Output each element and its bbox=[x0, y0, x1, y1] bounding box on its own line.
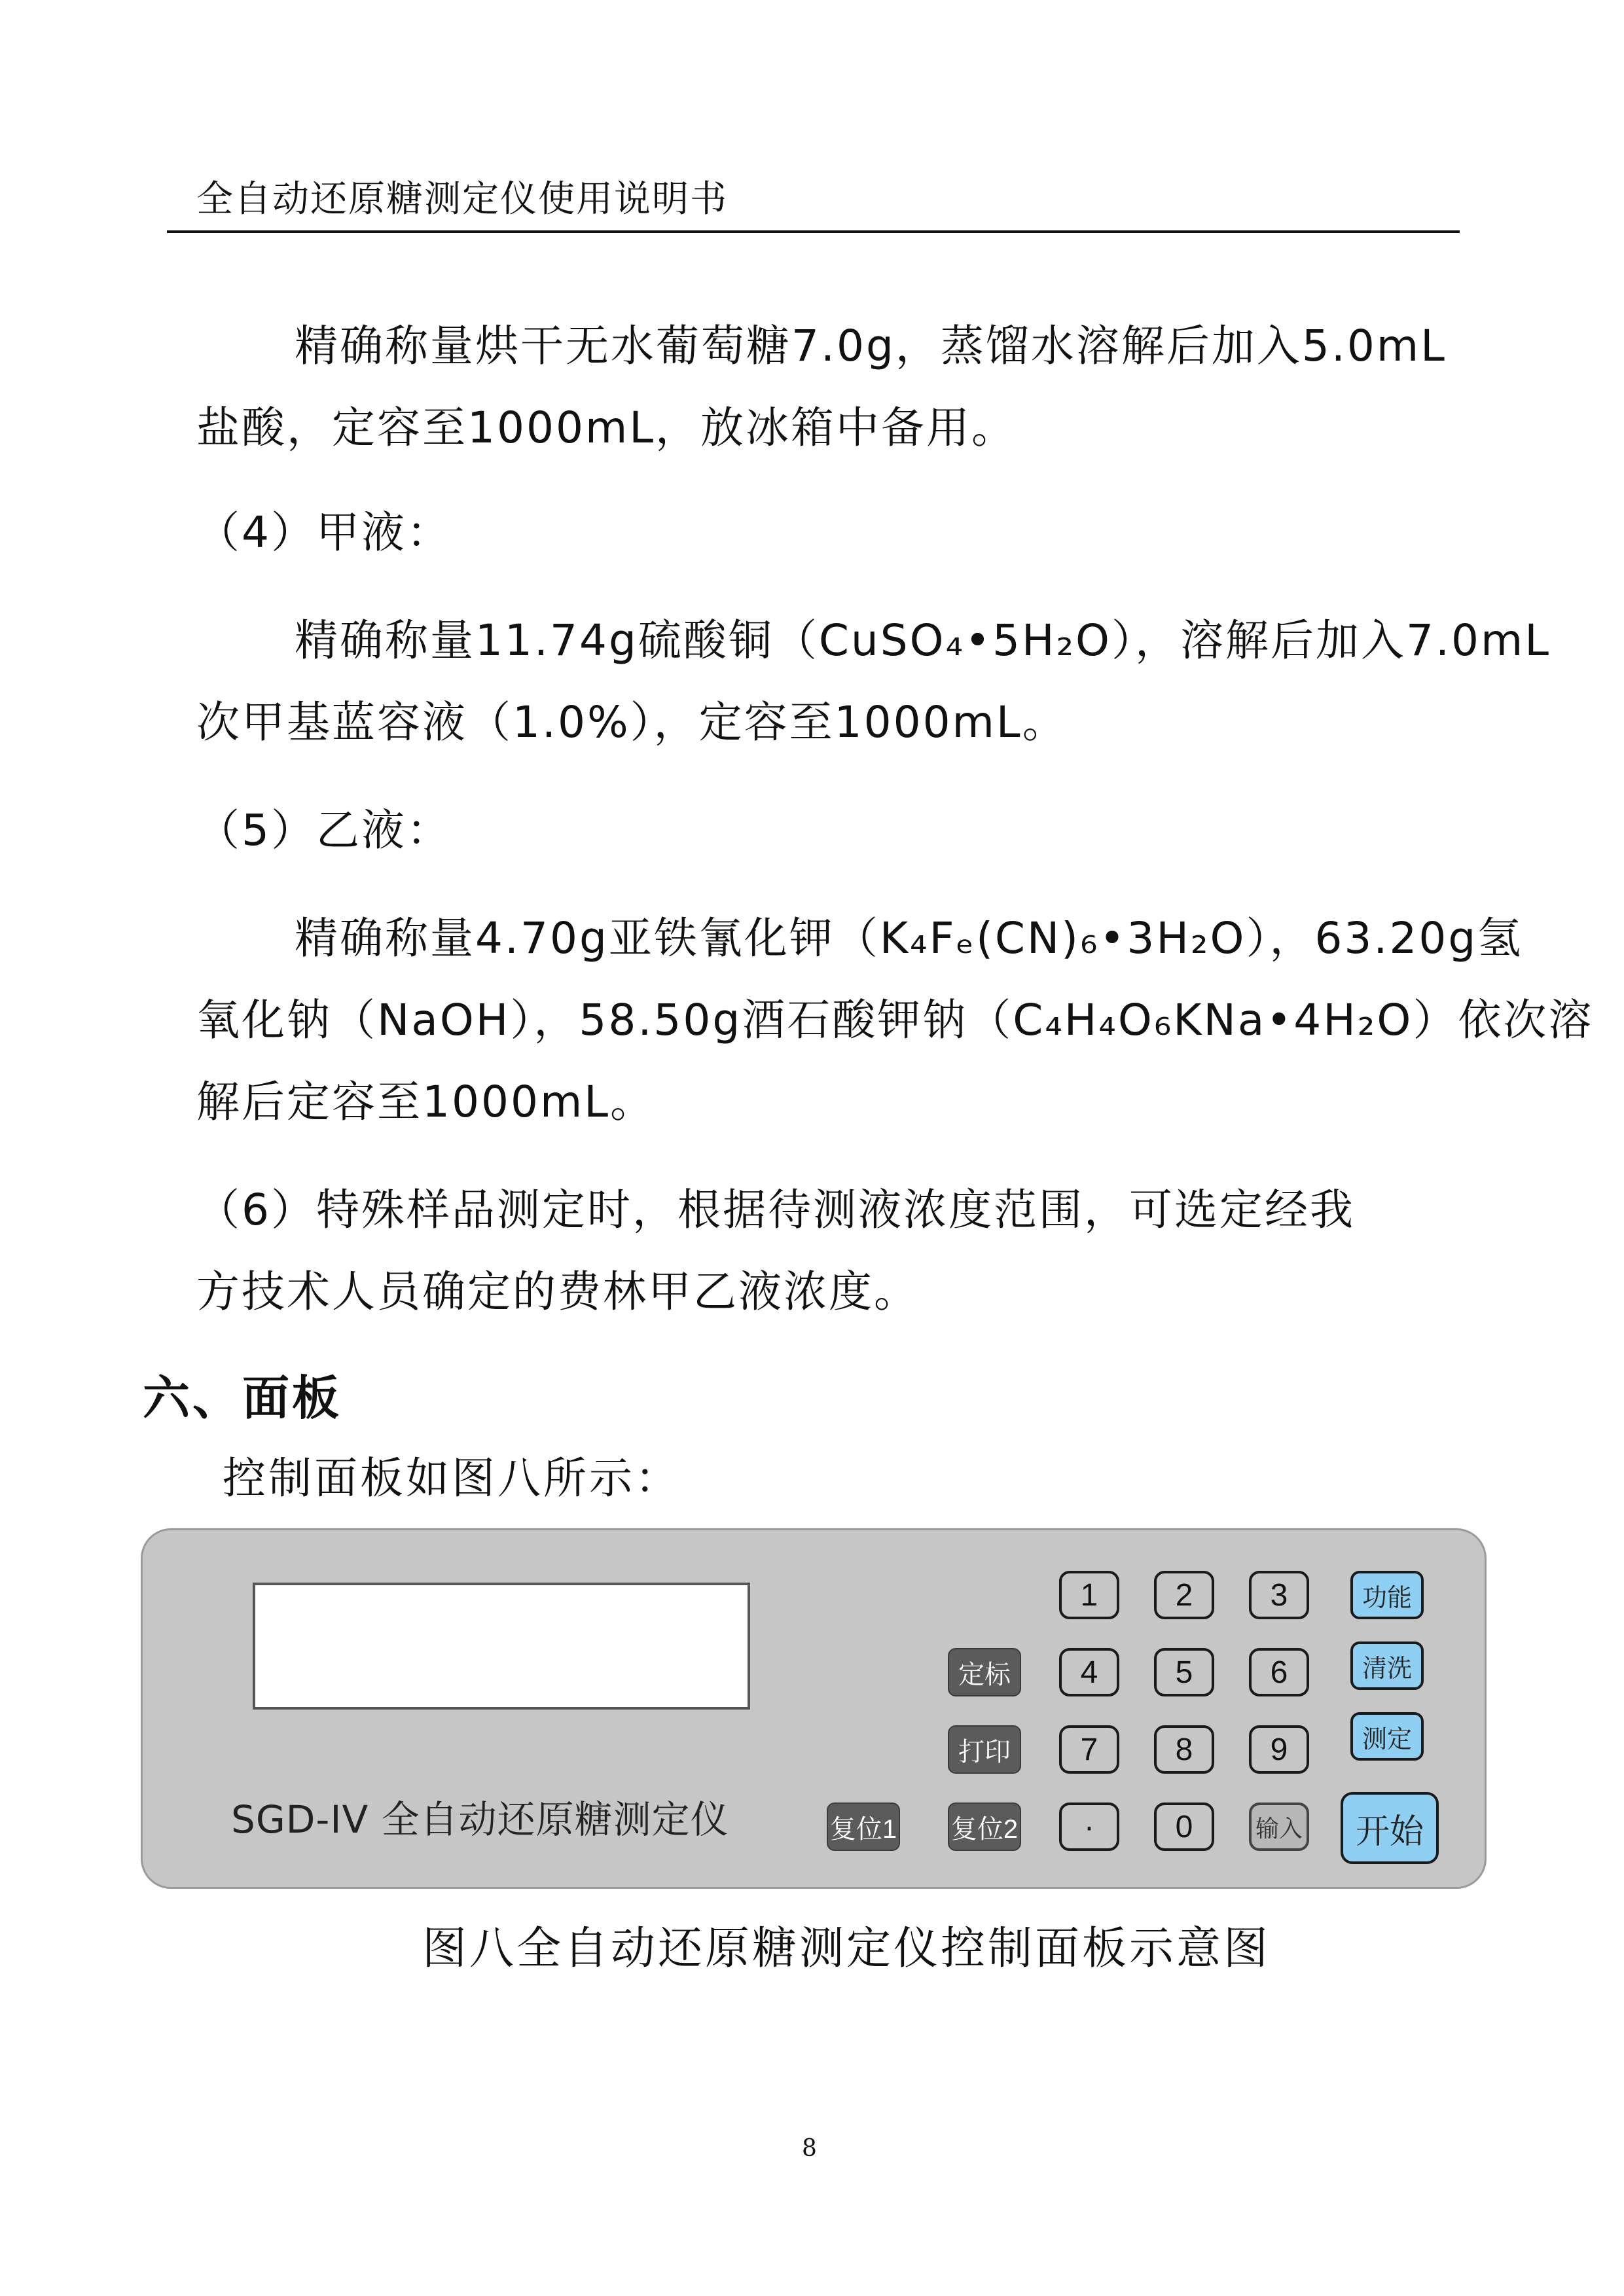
key-dot[interactable]: · bbox=[1059, 1803, 1119, 1851]
paragraph-line: 精确称量11.74g硫酸铜（CuSO₄•5H₂O），溶解后加入7.0mL bbox=[295, 615, 1551, 666]
calibrate-button[interactable]: 定标 bbox=[948, 1648, 1021, 1696]
lcd-display bbox=[253, 1583, 750, 1710]
page-number: 8 bbox=[802, 2135, 817, 2162]
key-1[interactable]: 1 bbox=[1059, 1571, 1119, 1619]
key-4[interactable]: 4 bbox=[1059, 1648, 1119, 1696]
key-2[interactable]: 2 bbox=[1154, 1571, 1214, 1619]
figure-caption: 图八全自动还原糖测定仪控制面板示意图 bbox=[422, 1923, 1271, 1975]
list-item-line: （6）特殊样品测定时，根据待测液浓度范围，可选定经我 bbox=[196, 1185, 1355, 1235]
paragraph-line: 次甲基蓝容液（1.0%），定容至1000mL。 bbox=[196, 697, 1068, 747]
panel-model-name: SGD-IV 全自动还原糖测定仪 bbox=[231, 1797, 729, 1842]
print-button[interactable]: 打印 bbox=[948, 1725, 1021, 1774]
paragraph-line: 氧化钠（NaOH），58.50g酒石酸钾钠（C₄H₄O₆KNa•4H₂O）依次溶 bbox=[196, 995, 1594, 1045]
paragraph-line: 盐酸，定容至1000mL，放冰箱中备用。 bbox=[196, 403, 1017, 453]
key-0[interactable]: 0 bbox=[1154, 1803, 1214, 1851]
function-button[interactable]: 功能 bbox=[1350, 1571, 1424, 1619]
key-7[interactable]: 7 bbox=[1059, 1725, 1119, 1774]
reset2-button[interactable]: 复位2 bbox=[948, 1803, 1021, 1851]
key-9[interactable]: 9 bbox=[1249, 1725, 1309, 1774]
reset1-button[interactable]: 复位1 bbox=[827, 1803, 900, 1851]
key-5[interactable]: 5 bbox=[1154, 1648, 1214, 1696]
document-header-title: 全自动还原糖测定仪使用说明书 bbox=[196, 178, 728, 221]
key-8[interactable]: 8 bbox=[1154, 1725, 1214, 1774]
list-item-heading: （4）甲液： bbox=[196, 507, 452, 558]
section-heading: 六、面板 bbox=[143, 1371, 342, 1426]
wash-button[interactable]: 清洗 bbox=[1350, 1641, 1424, 1690]
section-intro: 控制面板如图八所示： bbox=[223, 1453, 681, 1503]
key-input[interactable]: 输入 bbox=[1249, 1803, 1309, 1851]
paragraph-line: 精确称量烘干无水葡萄糖7.0g，蒸馏水溶解后加入5.0mL bbox=[295, 321, 1447, 371]
key-6[interactable]: 6 bbox=[1249, 1648, 1309, 1696]
start-button[interactable]: 开始 bbox=[1341, 1792, 1439, 1864]
list-item-heading: （5）乙液： bbox=[196, 805, 452, 855]
header-divider bbox=[167, 230, 1460, 233]
measure-button[interactable]: 测定 bbox=[1350, 1712, 1424, 1761]
list-item-line: 方技术人员确定的费林甲乙液浓度。 bbox=[196, 1266, 919, 1317]
key-3[interactable]: 3 bbox=[1249, 1571, 1309, 1619]
paragraph-line: 精确称量4.70g亚铁氰化钾（K₄Fₑ(CN)₆•3H₂O），63.20g氢 bbox=[295, 913, 1523, 963]
control-panel-figure bbox=[141, 1528, 1487, 1889]
paragraph-line: 解后定容至1000mL。 bbox=[196, 1077, 656, 1127]
